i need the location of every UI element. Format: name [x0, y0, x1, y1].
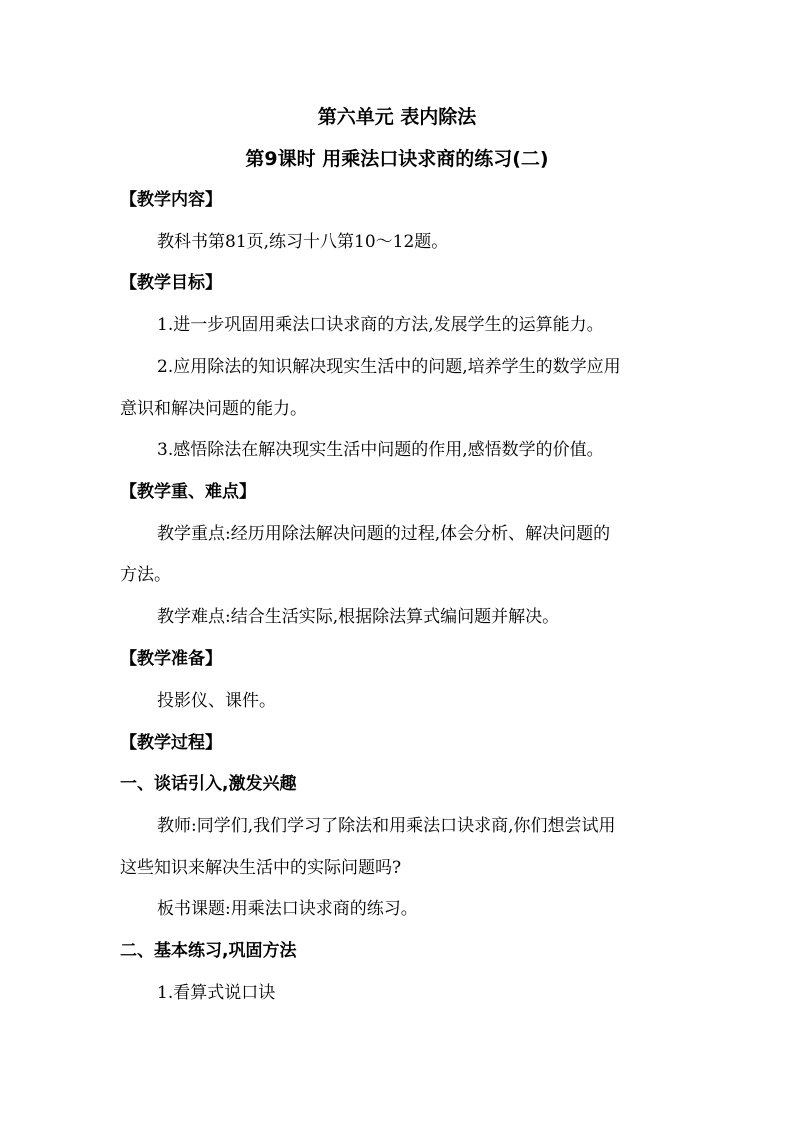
goal-1: 1.进一步巩固用乘法口诀求商的方法,发展学生的运算能力。 — [157, 315, 604, 335]
content-heading: 【教学内容】 — [120, 190, 222, 210]
goals-heading: 【教学目标】 — [120, 273, 222, 293]
key-point-line-1: 教学重点:经历用除法解决问题的过程,体会分析、解决问题的 — [157, 524, 611, 544]
section-2-heading: 二、基本练习,巩固方法 — [120, 941, 297, 961]
goal-3: 3.感悟除法在解决现实生活中问题的作用,感悟数学的价值。 — [157, 440, 604, 460]
exercise-1: 1.看算式说口诀 — [157, 983, 276, 1003]
teacher-line-1: 教师:同学们,我们学习了除法和用乘法口诀求商,你们想尝试用 — [157, 816, 616, 836]
content-text: 教科书第81页,练习十八第10～12题。 — [157, 232, 449, 252]
teacher-line-2: 这些知识来解决生活中的实际问题吗? — [120, 858, 402, 878]
prep-heading: 【教学准备】 — [120, 649, 222, 669]
difficult-point: 教学难点:结合生活实际,根据除法算式编问题并解决。 — [157, 607, 560, 627]
goal-2-line-1: 2.应用除法的知识解决现实生活中的问题,培养学生的数学应用 — [157, 357, 621, 377]
process-heading: 【教学过程】 — [120, 733, 222, 753]
unit-title: 第六单元 表内除法 — [317, 106, 477, 128]
key-point-line-2: 方法。 — [120, 565, 171, 585]
prep-text: 投影仪、课件。 — [157, 691, 276, 711]
board-title: 板书课题:用乘法口诀求商的练习。 — [157, 899, 418, 919]
section-1-heading: 一、谈话引入,激发兴趣 — [120, 774, 297, 794]
keypoints-heading: 【教学重、难点】 — [120, 482, 256, 502]
lesson-title: 第9课时 用乘法口诀求商的练习(二) — [245, 148, 549, 170]
goal-2-line-2: 意识和解决问题的能力。 — [120, 399, 307, 419]
